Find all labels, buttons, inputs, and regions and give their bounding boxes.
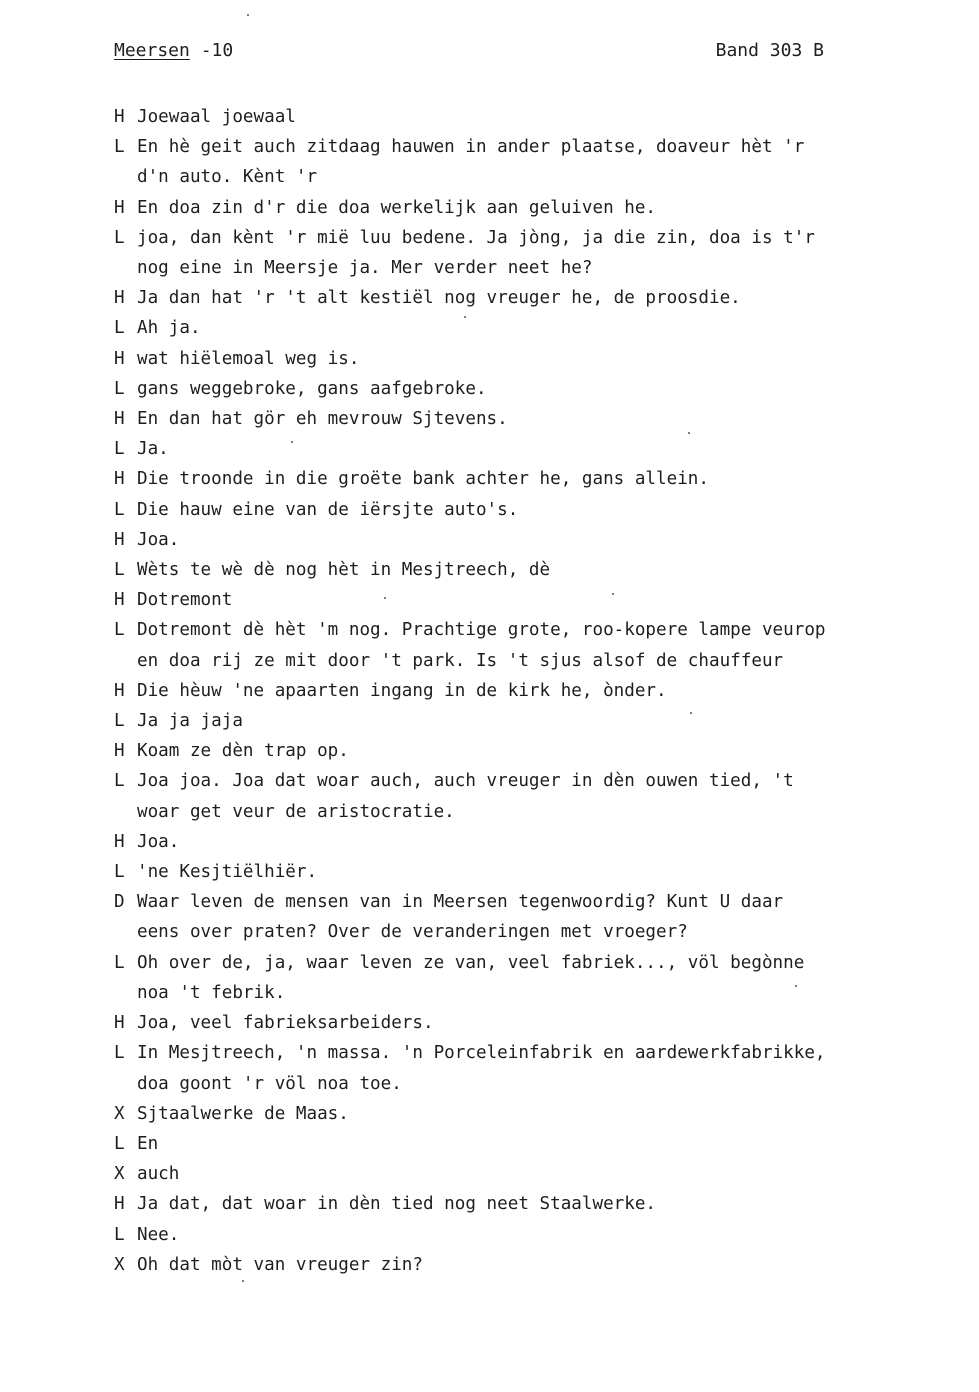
utterance-line: Joa, veel fabrieksarbeiders. <box>137 1013 434 1034</box>
utterance <box>137 1250 954 1280</box>
scan-speck <box>688 432 690 434</box>
speaker-code: X <box>114 1103 125 1124</box>
utterance-line: 'ne Kesjtiëlhiër. <box>137 862 318 883</box>
utterance <box>137 555 954 585</box>
transcript-entry <box>114 434 954 464</box>
utterance-line: Die hèuw 'ne apaarten ingang in de kirk he, ònder. <box>137 680 667 701</box>
speaker-code: H <box>114 107 125 127</box>
utterance <box>137 525 954 555</box>
transcript-entry <box>114 766 954 826</box>
speaker-code: L <box>114 137 125 158</box>
utterance <box>137 1159 954 1189</box>
transcript-entry <box>114 676 954 706</box>
utterance <box>137 1038 954 1098</box>
transcript-entry <box>114 948 954 1008</box>
utterance-line: Dotremont dè hèt 'm nog. Prachtige grote, roo-kopere lampe veurop <box>137 620 826 641</box>
speaker-code: H <box>114 469 125 490</box>
speaker-code: L <box>114 1224 125 1245</box>
utterance-line: d'n auto. Kènt 'r <box>137 167 318 188</box>
transcript-entry <box>114 102 954 132</box>
speaker-code: L <box>114 560 125 581</box>
utterance-line: Die troonde in die groëte bank achter he, gans allein. <box>137 469 709 490</box>
speaker-code: X <box>114 1164 125 1185</box>
transcript-entry <box>114 1189 954 1219</box>
utterance <box>137 676 954 706</box>
utterance <box>137 374 954 404</box>
utterance-line: Ja. <box>137 439 169 460</box>
utterance-line: auch <box>137 1164 180 1185</box>
speaker-code: L <box>114 378 125 399</box>
utterance-line: En <box>137 1133 159 1154</box>
utterance <box>137 615 954 675</box>
utterance-line: Sjtaalwerke de Maas. <box>137 1103 349 1124</box>
speaker-code: L <box>114 318 125 339</box>
utterance <box>137 827 954 857</box>
transcript-entry <box>114 827 954 857</box>
utterance-line: Ja dat, dat woar in dèn tied nog neet Staalwerke. <box>137 1194 657 1215</box>
speaker-code: L <box>114 771 125 792</box>
utterance-line: Joa. <box>137 529 180 550</box>
utterance-line: Ah ja. <box>137 318 201 339</box>
utterance-line: doa goont 'r völ noa toe. <box>137 1073 402 1094</box>
transcript-entry <box>114 555 954 585</box>
utterance <box>137 766 954 826</box>
utterance-line: Oh over de, ja, waar leven ze van, veel fabriek..., völ begònne <box>137 952 805 973</box>
utterance-line: Joa joa. Joa dat woar auch, auch vreuger in dèn ouwen tied, 't <box>137 771 794 792</box>
transcript-entry <box>114 223 954 283</box>
utterance <box>137 1129 954 1159</box>
speaker-code: H <box>114 590 125 611</box>
utterance-line: Joa. <box>137 831 180 852</box>
scan-speck <box>291 441 293 443</box>
utterance-line: Wèts te wè dè nog hèt in Mesjtreech, dè <box>137 560 551 581</box>
speaker-code: H <box>114 831 125 852</box>
utterance-line: Waar leven de mensen van in Meersen tegenwoordig? Kunt U daar <box>137 892 784 913</box>
transcript-entry <box>114 525 954 555</box>
transcript-entry <box>114 1099 954 1129</box>
speaker-code: L <box>114 1043 125 1064</box>
scan-speck <box>247 14 249 16</box>
transcript-entry <box>114 313 954 343</box>
utterance-line: en doa rij ze mit door 't park. Is 't sjus alsof de chauffeur <box>137 650 784 671</box>
utterance-line: Die hauw eine van de iërsjte auto's. <box>137 499 519 520</box>
utterance-line: In Mesjtreech, 'n massa. 'n Porceleinfabrik en aardewerkfabrikke, <box>137 1043 826 1064</box>
speaker-code: H <box>114 741 125 762</box>
transcript-entry <box>114 344 954 374</box>
header-band: Band 303 B <box>715 40 824 61</box>
scan-speck <box>242 1280 244 1282</box>
utterance <box>137 1189 954 1219</box>
scan-speck <box>464 316 466 318</box>
header-place: Meersen <box>114 40 190 61</box>
utterance-line: En hè geit auch zitdaag hauwen in ander plaatse, doaveur hèt 'r <box>137 137 805 158</box>
utterance-line: joa, dan kènt 'r mië luu bedene. Ja jòng, ja die zin, doa is t'r <box>137 227 815 248</box>
utterance <box>137 1220 954 1250</box>
speaker-code: H <box>114 288 125 309</box>
scan-speck <box>384 597 386 599</box>
utterance-line: eens over praten? Over de veranderingen met vroeger? <box>137 922 688 943</box>
utterance-line: En doa zin d'r die doa werkelijk aan geluiven he. <box>137 197 657 218</box>
transcript-entry <box>114 736 954 766</box>
speaker-code: L <box>114 227 125 248</box>
transcript-entry <box>114 1038 954 1098</box>
utterance <box>137 706 954 736</box>
speaker-code: L <box>114 1133 125 1154</box>
utterance <box>137 344 954 374</box>
transcript-entry <box>114 1250 954 1280</box>
speaker-code: X <box>114 1254 125 1275</box>
speaker-code: L <box>114 862 125 883</box>
utterance <box>137 585 954 615</box>
transcript-entry <box>114 1220 954 1250</box>
utterance-line: noa 't febrik. <box>137 982 286 1003</box>
utterance <box>137 404 954 434</box>
transcript-entry <box>114 1159 954 1189</box>
transcript <box>114 102 954 1280</box>
utterance <box>137 857 954 887</box>
scan-speck <box>690 712 692 714</box>
page-header <box>114 40 824 64</box>
utterance <box>137 1099 954 1129</box>
speaker-code: H <box>114 197 125 218</box>
transcript-entry <box>114 283 954 313</box>
transcript-entry <box>114 193 954 223</box>
transcript-entry <box>114 615 954 675</box>
utterance-line: Oh dat mòt van vreuger zin? <box>137 1254 423 1275</box>
utterance-line: Koam ze dèn trap op. <box>137 741 349 762</box>
transcript-entry <box>114 1008 954 1038</box>
utterance <box>137 283 954 313</box>
transcript-entry <box>114 857 954 887</box>
utterance <box>137 1008 954 1038</box>
utterance <box>137 736 954 766</box>
utterance-line: Dotremont <box>137 590 233 611</box>
utterance <box>137 193 954 223</box>
speaker-code: L <box>114 499 125 520</box>
utterance <box>137 464 954 494</box>
speaker-code: H <box>114 680 125 701</box>
speaker-code: H <box>114 1194 125 1215</box>
utterance-line: Nee. <box>137 1224 180 1245</box>
utterance <box>137 102 954 132</box>
utterance <box>137 223 954 283</box>
utterance-line: En dan hat gör eh mevrouw Sjtevens. <box>137 409 508 430</box>
utterance <box>137 948 954 1008</box>
utterance-line: wat hiëlemoal weg is. <box>137 348 360 369</box>
transcript-entry <box>114 1129 954 1159</box>
utterance-line: woar get veur de aristocratie. <box>137 801 455 822</box>
utterance <box>137 313 954 343</box>
speaker-code: H <box>114 1013 125 1034</box>
speaker-code: L <box>114 439 125 460</box>
transcript-entry <box>114 132 954 192</box>
header-place-page <box>114 40 233 61</box>
utterance <box>137 434 954 464</box>
speaker-code: D <box>114 892 125 913</box>
speaker-code: H <box>114 409 125 430</box>
scan-speck <box>612 593 614 595</box>
transcript-entry <box>114 374 954 404</box>
speaker-code: H <box>114 529 125 550</box>
transcript-entry <box>114 495 954 525</box>
utterance-line: Joewaal joewaal <box>137 107 296 127</box>
speaker-code: L <box>114 952 125 973</box>
speaker-code: H <box>114 348 125 369</box>
utterance-line: Ja ja jaja <box>137 711 243 732</box>
speaker-code: L <box>114 620 125 641</box>
speaker-code: L <box>114 711 125 732</box>
utterance-line: nog eine in Meersje ja. Mer verder neet he? <box>137 258 593 279</box>
transcript-entry <box>114 887 954 947</box>
utterance-line: gans weggebroke, gans aafgebroke. <box>137 378 487 399</box>
scan-speck <box>795 985 797 987</box>
transcript-entry <box>114 585 954 615</box>
utterance <box>137 495 954 525</box>
header-page-number: -10 <box>189 40 234 61</box>
utterance <box>137 887 954 947</box>
utterance-line: Ja dan hat 'r 't alt kestiël nog vreuger he, de proosdie. <box>137 288 741 309</box>
transcript-entry <box>114 464 954 494</box>
transcript-entry <box>114 706 954 736</box>
transcript-entry <box>114 404 954 434</box>
utterance <box>137 132 954 192</box>
